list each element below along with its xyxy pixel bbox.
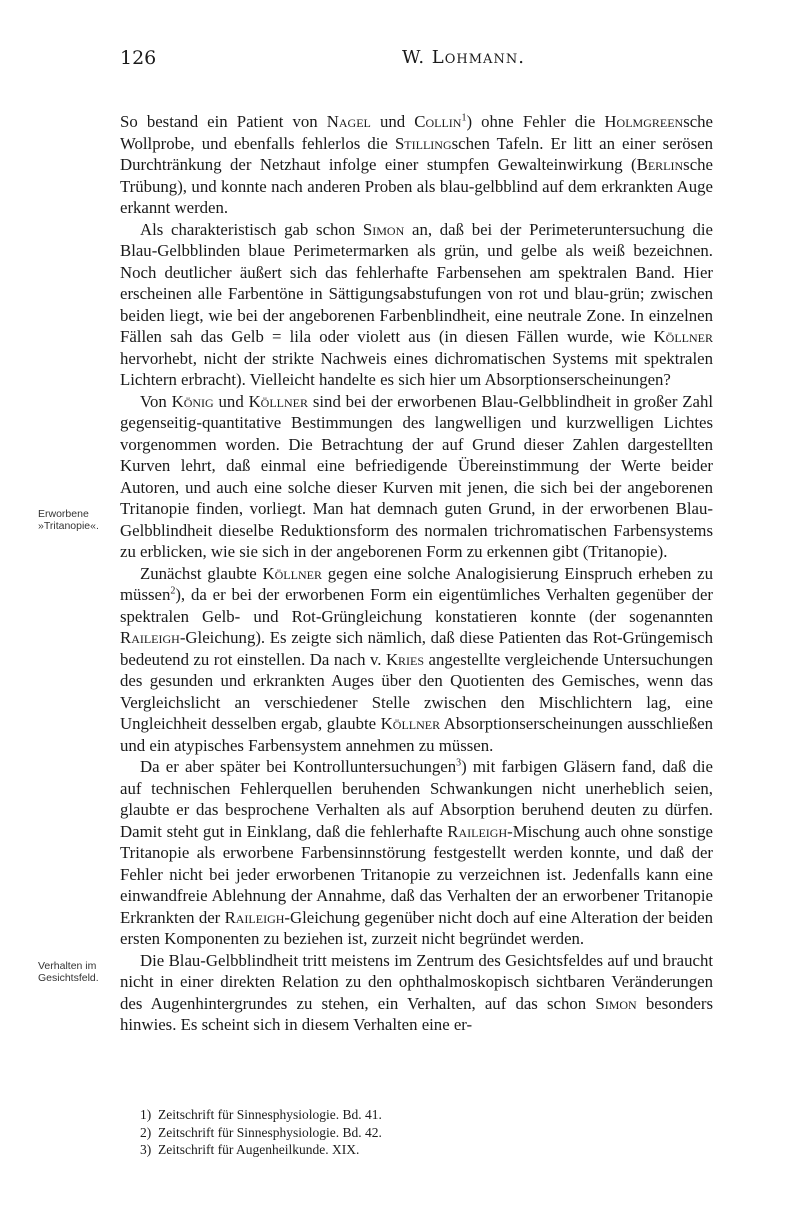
text-run: und — [370, 112, 415, 131]
author-name: Nagel — [326, 112, 371, 131]
page-number: 126 — [120, 47, 157, 69]
text-run: hervorhebt, nicht der strikte Nachweis eines dichromatischen Systems mit spektralen Lichtern erbracht). Vielleicht handelte es sich hier um Absorptionserscheinungen? — [120, 348, 713, 389]
footnote-ref: 2 — [170, 585, 176, 597]
footnote-text: Zeitschrift für Sinnesphysiologie. Bd. 41. — [158, 1107, 382, 1122]
text-run: So bestand ein Patient von — [120, 112, 327, 131]
paragraph — [120, 950, 713, 1036]
text-run: Als charakteristisch gab schon — [140, 219, 363, 239]
author-name: Köllner — [262, 563, 322, 583]
author-name: Köllner — [653, 327, 713, 346]
footnote — [140, 1124, 700, 1142]
author-name: Raileigh — [447, 821, 508, 841]
text-run: ) ohne Fehler die — [466, 112, 605, 131]
footnote — [140, 1106, 700, 1124]
author-name: Simon — [595, 993, 637, 1013]
text-run: angestellte vergleichende Untersuchungen des gesunden und erkrankten Auges über den Quotienten des Gemisches, wenn das Vergleichslicht an verschiedener Stelle zwischen den Mischlichtern lag, eine Ungleichheit desselben ergab, glaubte — [120, 649, 713, 733]
footnote-text: Zeitschrift für Sinnesphysiologie. Bd. 42. — [158, 1124, 382, 1140]
footnote-ref: 1 — [461, 112, 467, 124]
text-run: ) mit farbigen Gläsern fand, daß die auf technischen Fehlerquellen beruhenden Schwankungen nicht unerheblich seien, glaubte er das besprochene Verhalten als auf Absorption beruhend deuten zu dürfen. Damit steht gut in Einklang, daß die fehlerhafte — [120, 757, 713, 841]
paragraph — [120, 391, 713, 563]
text-run: Zunächst glaubte — [140, 563, 263, 583]
author-name: Köllner — [248, 391, 309, 411]
running-head: W. Lohmann. — [402, 47, 525, 68]
margin-note-gesichtsfeld: Verhalten im Gesichtsfeld. — [38, 960, 99, 984]
author-name: Simon — [362, 219, 405, 239]
text-run: ), da er bei der erworbenen Form ein eigentümliches Verhalten gegenüber der spektralen Gelb- und Rot-Grüngleichung konstatieren konnte (der sogenannten — [120, 585, 713, 626]
text-run: sind bei der erworbenen Blau-Gelbblindheit in großer Zahl gegenseitig-quantitative Bestimmungen des langwelligen und kurzwelligen Lichtes vorgenommen worden. Die Betrachtung der auf Grund dieser Zahlen dargestellten Kurven lehrt, daß einmal eine befriedigende Übereinstimmung der Werte beider Autoren, und auch eine solche dieser Kurven mit jenen, die sich bei der angeborenen Tritanopie finden, vorliegt. Man hat demnach guten Grund, in der erworbenen Blau-Gelbblindheit dieselbe Reduktionsform des normalen trichromatischen Farbensystems zu erblicken, wie sie sich in der angeborenen Form zu erkennen gibt (Tritanopie). — [120, 391, 713, 561]
author-name: Collin — [414, 112, 462, 131]
footnotes — [140, 1106, 700, 1159]
footnote-mark: 3) — [140, 1142, 152, 1157]
author-name: Holmgreen — [604, 112, 684, 131]
author-name: König — [171, 391, 214, 411]
paragraph — [120, 563, 713, 757]
text-run: und — [213, 391, 249, 411]
text-run: Von — [140, 391, 172, 411]
text-run: gegen eine solche Analogisierung Einspruch erheben zu müssen — [120, 563, 713, 604]
text-run: -Gleichung gegenüber nicht doch auf eine Alteration der beiden ersten Komponenten zu beziehen ist, zurzeit nicht begründet werden. — [120, 907, 713, 948]
text-run: schen Tafeln. Er litt an einer serösen Durchtränkung der Netzhaut infolge einer stumpfen Gewalteinwirkung ( — [120, 133, 713, 174]
text-run: -Mischung auch ohne sonstige Tritanopie als erworbene Farbensinnstörung festgestellt werden konnte, und daß der Fehler nicht bei jeder erworbenen Tritanopie zu verzeichnen ist. Jedenfalls kann eine einwandfreie Ablehnung der Annahme, daß das Verhalten der an erworbener Tritanopie Erkrankten der — [120, 821, 714, 927]
paragraph — [120, 111, 713, 219]
text-run: an, daß bei der Perimeteruntersuchung die Blau-Gelbblinden blaue Perimetermarken als grün, und gelbe als weiß bezeichnen. Noch deutlicher äußert sich das fehlerhafte Farbensehen am spektralen Band. Hier erscheinen alle Farbentöne in Sättigungsabstufungen von rot und blau-grün; zwischen beiden liegt, wie bei der angeborenen Farbenblindheit, eine neutrale Zone. In einzelnen Fällen sah das Gelb = lila oder violett aus (in diesen Fällen wurde, wie — [120, 219, 713, 346]
footnote-text: Zeitschrift für Augenheilkunde. XIX. — [158, 1142, 360, 1157]
margin-note-erworbene-tritanopie: Erworbene »Tritanopie«. — [38, 508, 99, 532]
author-name: Berlin — [636, 155, 684, 174]
paragraph — [120, 756, 713, 950]
text-run: sche Trübung), und konnte nach anderen Proben als blau-gelbblind auf dem erkrankten Auge erkannt werden. — [120, 155, 713, 217]
footnote-mark: 1) — [140, 1107, 152, 1122]
author-name: Raileigh — [120, 628, 180, 647]
text-run: Absorptionserscheinungen ausschließen und ein atypisches Farbensystem annehmen zu müssen. — [120, 714, 714, 755]
author-name: Raileigh — [224, 907, 285, 927]
paragraph — [120, 219, 713, 391]
text-run: besonders hinwies. Es scheint sich in diesem Verhalten eine er- — [120, 993, 713, 1034]
author-name: Köllner — [380, 714, 441, 733]
body-text — [120, 111, 713, 1036]
text-run: Die Blau-Gelbblindheit tritt meistens im Zentrum des Gesichtsfeldes auf und braucht nicht in einer direkten Relation zu den ophthalmoskopisch sichtbaren Veränderungen des Augenhintergrundes zu stehen, ein Verhalten, auf das schon — [120, 950, 713, 1013]
text-run: Da er aber später bei Kontrolluntersuchungen — [140, 757, 457, 776]
author-name: Kries — [385, 649, 425, 669]
text-run: -Gleichung). Es zeigte sich nämlich, daß diese Patienten das Rot-Grüngemisch bedeutend zu rot einstellen. Da nach v. — [120, 628, 713, 669]
page-header — [0, 47, 800, 71]
footnote-ref: 3 — [456, 757, 462, 769]
footnote-mark: 2) — [140, 1124, 152, 1140]
footnote — [140, 1141, 700, 1159]
author-name: Stilling — [394, 133, 452, 153]
text-run: sche Wollprobe, und ebenfalls fehlerlos die — [120, 112, 714, 153]
